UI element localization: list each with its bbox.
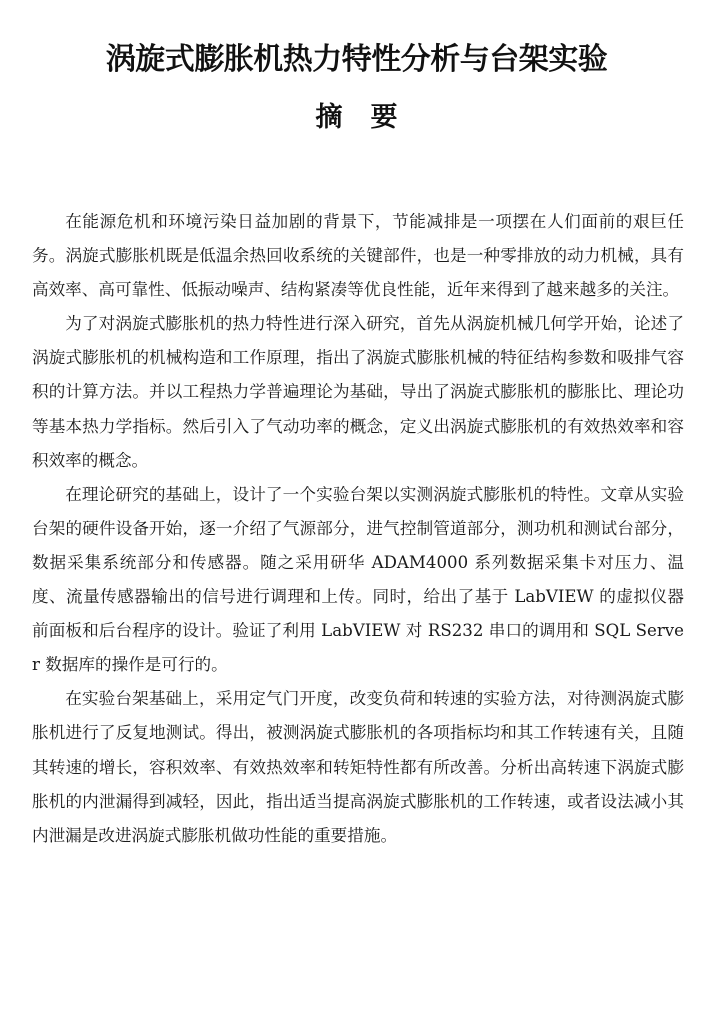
- document-title: 涡旋式膨胀机热力特性分析与台架实验: [105, 42, 608, 77]
- abstract-paragraph-4: 在实验台架基础上，采用定气门开度，改变负荷和转速的实验方法，对待测涡旋式膨胀机进行了反复地测试。得出，被测涡旋式膨胀机的各项指标均和其工作转速有关，且随其转速的增长，容积效率、有效热效率和转矩特性都有所改善。分析出高转速下涡旋式膨胀机的内泄漏得到减轻，因此，指出适当提高涡旋式膨胀机的工作转速，或者设法减小其内泄漏是改进涡旋式膨胀机做功性能的重要措施。: [32, 689, 684, 845]
- abstract-heading-char-1: 摘: [315, 102, 343, 133]
- abstract-paragraph-2: 为了对涡旋式膨胀机的热力特性进行深入研究，首先从涡旋机械几何学开始，论述了涡旋式膨胀机的机械构造和工作原理，指出了涡旋式膨胀机械的特征结构参数和吸排气容积的计算方法。并以工程热力学普遍理论为基础，导出了涡旋式膨胀机的膨胀比、理论功等基本热力学指标。然后引入了气动功率的概念，定义出涡旋式膨胀机的有效热效率和容积效率的概念。: [32, 314, 684, 470]
- abstract-body: [32, 205, 684, 853]
- abstract-paragraph-1: 在能源危机和环境污染日益加剧的背景下，节能减排是一项摆在人们面前的艰巨任务。涡旋式膨胀机既是低温余热回收系统的关键部件，也是一种零排放的动力机械，具有高效率、高可靠性、低振动噪声、结构紧凑等优良性能，近年来得到了越来越多的关注。: [32, 212, 684, 300]
- abstract-heading-char-2: 要: [370, 102, 398, 133]
- abstract-heading: [0, 98, 713, 138]
- abstract-paragraph-3: 在理论研究的基础上，设计了一个实验台架以实测涡旋式膨胀机的特性。文章从实验台架的硬件设备开始，逐一介绍了气源部分，进气控制管道部分，测功机和测试台部分，数据采集系统部分和传感器。随之采用研华 ADAM4000 系列数据采集卡对压力、温度、流量传感器输出的信号进行调理和上传。同时，给出了基于 LabVIEW 的虚拟仪器前面板和后台程序的设计。验证了利用 LabVIEW 对 RS232 串口的调用和 SQL Server 数据库的操作是可行的。: [32, 484, 684, 675]
